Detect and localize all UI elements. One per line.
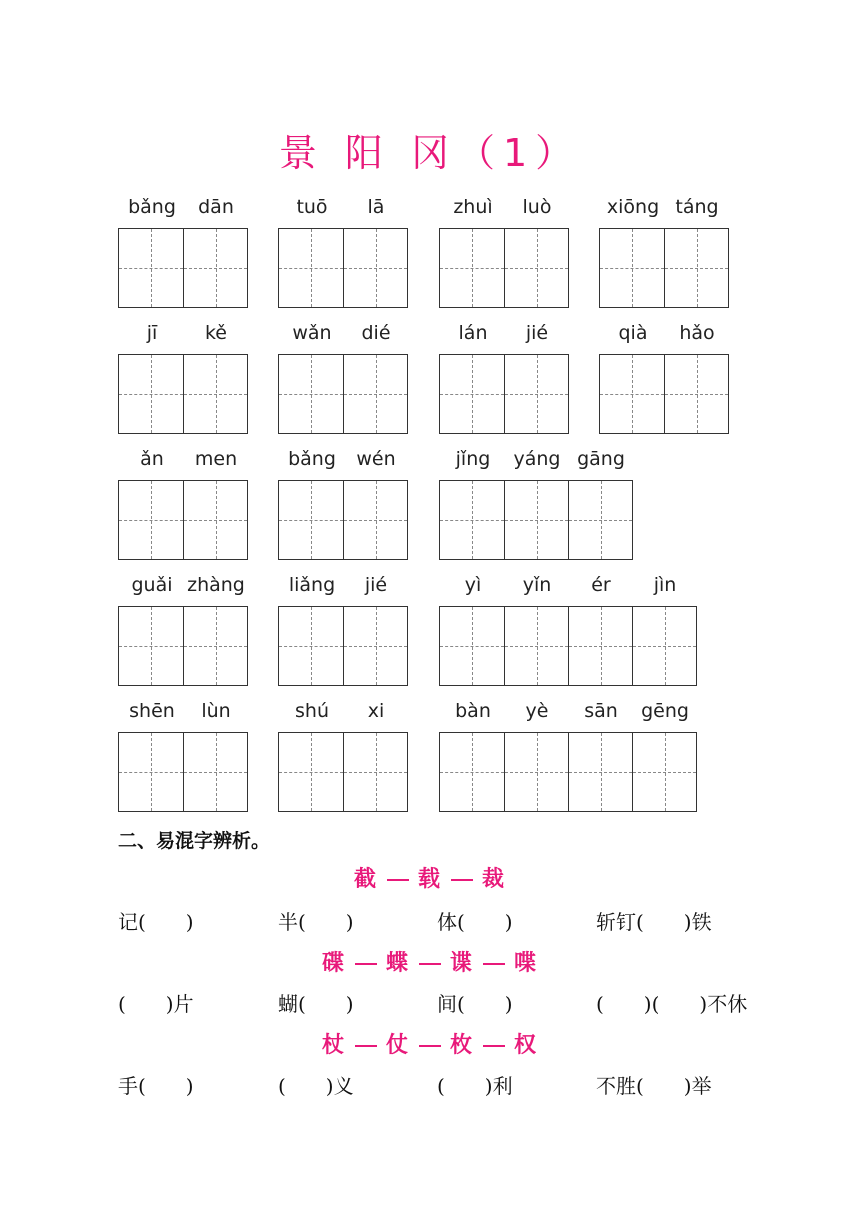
- pinyin-label: dān: [198, 196, 234, 218]
- writing-grid[interactable]: [599, 228, 729, 308]
- confusable-char: 喋: [514, 950, 539, 976]
- pinyin-label: men: [194, 448, 238, 470]
- writing-grid[interactable]: [118, 354, 248, 434]
- writing-grid[interactable]: [439, 480, 633, 560]
- pinyin-label: yè: [525, 700, 549, 722]
- dash-separator: [483, 963, 505, 965]
- writing-grid[interactable]: [439, 732, 697, 812]
- writing-cell[interactable]: [504, 355, 568, 433]
- pinyin-label: luò: [522, 196, 552, 218]
- fill-blank[interactable]: 蝴( ): [278, 992, 354, 1016]
- pinyin-label: táng: [675, 196, 719, 218]
- pinyin-label: xi: [367, 700, 385, 722]
- confusable-char: 谍: [450, 950, 475, 976]
- pinyin-label: lùn: [201, 700, 231, 722]
- confusable-chars: [0, 946, 860, 977]
- pinyin-label: ér: [591, 574, 611, 596]
- pinyin-label: jìn: [653, 574, 677, 596]
- confusable-char: 权: [514, 1032, 539, 1058]
- pinyin-label: yǐn: [522, 574, 552, 596]
- pinyin-label: qià: [618, 322, 648, 344]
- writing-cell[interactable]: [440, 229, 504, 307]
- pinyin-label: lán: [458, 322, 488, 344]
- writing-grid[interactable]: [278, 732, 408, 812]
- pinyin-label: hǎo: [679, 322, 715, 344]
- writing-cell[interactable]: [664, 355, 728, 433]
- writing-grid[interactable]: [599, 354, 729, 434]
- writing-cell[interactable]: [568, 733, 632, 811]
- pinyin-label: wén: [356, 448, 396, 470]
- pinyin-label: jī: [146, 322, 158, 344]
- writing-cell[interactable]: [504, 229, 568, 307]
- confusable-char: 截: [353, 866, 378, 892]
- writing-grid[interactable]: [278, 606, 408, 686]
- pinyin-label: jié: [364, 574, 388, 596]
- fill-blank[interactable]: 手( ): [118, 1074, 194, 1098]
- dash-separator: [387, 879, 409, 881]
- writing-grid[interactable]: [278, 228, 408, 308]
- section-title: 二、易混字辨析。: [118, 830, 271, 852]
- writing-cell[interactable]: [440, 355, 504, 433]
- pinyin-label: bǎng: [288, 448, 336, 470]
- fill-blank[interactable]: 半( ): [278, 910, 354, 934]
- dash-separator: [483, 1045, 505, 1047]
- writing-cell[interactable]: [119, 733, 183, 811]
- writing-cell[interactable]: [600, 355, 664, 433]
- writing-cell[interactable]: [632, 733, 696, 811]
- dash-separator: [355, 963, 377, 965]
- pinyin-label: dié: [361, 322, 391, 344]
- writing-cell[interactable]: [279, 355, 343, 433]
- writing-cell[interactable]: [343, 229, 407, 307]
- pinyin-label: jǐng: [455, 448, 491, 470]
- writing-cell[interactable]: [119, 481, 183, 559]
- pinyin-label: wǎn: [292, 322, 332, 344]
- writing-grid[interactable]: [439, 606, 697, 686]
- dash-separator: [451, 879, 473, 881]
- pinyin-label: yáng: [513, 448, 561, 470]
- pinyin-label: liǎng: [288, 574, 336, 596]
- pinyin-label: bàn: [455, 700, 491, 722]
- pinyin-label: jié: [525, 322, 549, 344]
- fill-blank[interactable]: ( )义: [278, 1074, 354, 1098]
- writing-cell[interactable]: [119, 355, 183, 433]
- writing-cell[interactable]: [664, 229, 728, 307]
- pinyin-label: xiōng: [606, 196, 660, 218]
- writing-cell[interactable]: [440, 607, 504, 685]
- pinyin-label: guǎi: [131, 574, 173, 596]
- fill-blank[interactable]: 体( ): [437, 910, 513, 934]
- fill-blank[interactable]: ( )片: [118, 992, 194, 1016]
- confusable-chars: [0, 1028, 860, 1059]
- writing-grid[interactable]: [118, 228, 248, 308]
- writing-cell[interactable]: [343, 733, 407, 811]
- confusable-char: 碟: [321, 950, 346, 976]
- writing-cell[interactable]: [504, 607, 568, 685]
- writing-cell[interactable]: [440, 481, 504, 559]
- pinyin-label: kě: [204, 322, 227, 344]
- confusable-char: 载: [417, 866, 442, 892]
- writing-cell[interactable]: [279, 481, 343, 559]
- pinyin-label: shēn: [129, 700, 175, 722]
- writing-cell[interactable]: [183, 229, 247, 307]
- writing-cell[interactable]: [279, 733, 343, 811]
- dash-separator: [419, 963, 441, 965]
- fill-blank[interactable]: 记( ): [118, 910, 194, 934]
- pinyin-label: yì: [464, 574, 482, 596]
- fill-blank[interactable]: ( )( )不休: [596, 992, 748, 1016]
- writing-grid[interactable]: [439, 228, 569, 308]
- confusable-chars: [0, 862, 860, 893]
- confusable-char: 仗: [385, 1032, 410, 1058]
- pinyin-label: zhuì: [453, 196, 493, 218]
- pinyin-label: sān: [584, 700, 618, 722]
- writing-cell[interactable]: [183, 481, 247, 559]
- writing-cell[interactable]: [119, 229, 183, 307]
- writing-cell[interactable]: [183, 355, 247, 433]
- pinyin-label: shú: [295, 700, 329, 722]
- writing-grid[interactable]: [278, 480, 408, 560]
- confusable-char: 裁: [482, 866, 507, 892]
- writing-cell[interactable]: [119, 607, 183, 685]
- pinyin-label: bǎng: [128, 196, 176, 218]
- writing-grid[interactable]: [118, 480, 248, 560]
- writing-cell[interactable]: [183, 607, 247, 685]
- writing-cell[interactable]: [279, 607, 343, 685]
- fill-blank[interactable]: 间( ): [437, 992, 513, 1016]
- pinyin-label: zhàng: [187, 574, 245, 596]
- writing-cell[interactable]: [568, 481, 632, 559]
- fill-blank[interactable]: ( )利: [437, 1074, 513, 1098]
- pinyin-label: tuō: [296, 196, 328, 218]
- writing-cell[interactable]: [440, 733, 504, 811]
- writing-cell[interactable]: [600, 229, 664, 307]
- writing-cell[interactable]: [279, 229, 343, 307]
- pinyin-label: ǎn: [140, 448, 164, 470]
- fill-blank[interactable]: 斩钉( )铁: [596, 910, 712, 934]
- dash-separator: [419, 1045, 441, 1047]
- writing-cell[interactable]: [632, 607, 696, 685]
- confusable-char: 杖: [321, 1032, 346, 1058]
- writing-cell[interactable]: [504, 481, 568, 559]
- pinyin-label: gāng: [577, 448, 625, 470]
- confusable-char: 枚: [450, 1032, 475, 1058]
- writing-grid[interactable]: [118, 732, 248, 812]
- writing-cell[interactable]: [343, 607, 407, 685]
- fill-blank[interactable]: 不胜( )举: [596, 1074, 712, 1098]
- writing-grid[interactable]: [278, 354, 408, 434]
- worksheet-title: 景 阳 冈（1）: [278, 131, 582, 175]
- writing-cell[interactable]: [568, 607, 632, 685]
- writing-cell[interactable]: [343, 355, 407, 433]
- pinyin-label: lā: [367, 196, 385, 218]
- writing-cell[interactable]: [343, 481, 407, 559]
- pinyin-label: gēng: [641, 700, 689, 722]
- writing-grid[interactable]: [118, 606, 248, 686]
- writing-cell[interactable]: [504, 733, 568, 811]
- dash-separator: [355, 1045, 377, 1047]
- writing-grid[interactable]: [439, 354, 569, 434]
- confusable-char: 蝶: [385, 950, 410, 976]
- writing-cell[interactable]: [183, 733, 247, 811]
